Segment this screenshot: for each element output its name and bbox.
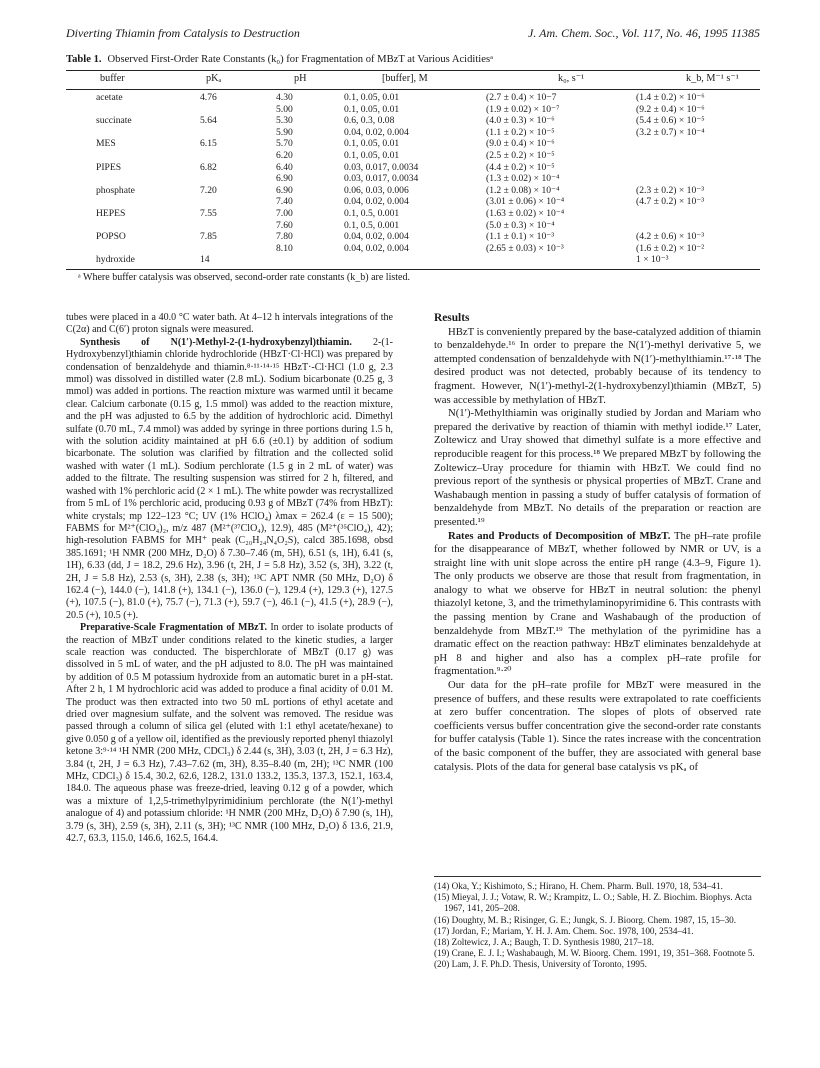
table-row [66, 150, 760, 162]
cell-buffer: MES [96, 138, 116, 150]
cell-buffer-conc: 0.04, 0.02, 0.004 [344, 196, 409, 208]
fragmentation-paragraph [66, 622, 393, 845]
cell-ph: 7.00 [276, 207, 293, 219]
table-header-row [66, 71, 760, 90]
rates-paragraph [434, 530, 761, 680]
table-caption-text: Observed First-Order Rate Constants (k₀) for Fragmentation of MBzT at Various Aciditiesᵃ [107, 54, 493, 65]
reference-entry: (15) Mieyal, J. J.; Votaw, R. W.; Krampitz, L. O.; Sable, H. Z. Biochim. Biophys. Acta 1967, 141, 205–208. [434, 892, 752, 914]
cell-ph: 5.70 [276, 138, 293, 150]
cell-ko: (2.5 ± 0.2) × 10⁻⁵ [486, 149, 555, 161]
cell-kb: (5.4 ± 0.6) × 10⁻⁵ [636, 115, 705, 127]
cell-buffer-conc: 0.1, 0.5, 0.001 [344, 219, 400, 231]
section-heading: Preparative-Scale Fragmentation of MBzT. [80, 622, 268, 634]
table-row [66, 115, 760, 127]
table-caption [66, 54, 760, 65]
cell-ph: 5.90 [276, 126, 293, 138]
rate-constant-table [66, 70, 760, 270]
cell-kb: 1 × 10⁻³ [636, 254, 669, 266]
cell-kb: (4.7 ± 0.2) × 10⁻³ [636, 196, 705, 208]
cell-buffer-conc: 0.1, 0.05, 0.01 [344, 103, 400, 115]
paragraph: Our data for the pH–rate profile for MBzT were measured in the presence of buffers, and these results were extrapolated to rate coefficients at zero buffer concentration. The slopes of plots of observed rate coefficients versus buffer concentration give the second-order rate constants for buffer catalysis (Table 1). Since the rates increase with the concentration of the basic component of the buffer, they are associated with general base catalysis. Plots of the data for general base catalysis vs pKₐ of [434, 679, 761, 773]
table-row [66, 208, 760, 220]
table-row [66, 231, 760, 243]
table-row [66, 127, 760, 139]
table-row [66, 138, 760, 150]
cell-buffer: phosphate [96, 184, 135, 196]
cell-ph: 6.90 [276, 184, 293, 196]
cell-ph: 4.30 [276, 92, 293, 103]
cell-kb: (9.2 ± 0.4) × 10⁻⁶ [636, 103, 705, 115]
cell-buffer: acetate [96, 92, 123, 103]
cell-buffer-conc: 0.04, 0.02, 0.004 [344, 231, 409, 243]
cell-kb: (4.2 ± 0.6) × 10⁻³ [636, 231, 705, 243]
header-buffer-conc: [buffer], M [382, 73, 428, 84]
cell-buffer-conc: 0.06, 0.03, 0.006 [344, 184, 409, 196]
section-heading: Rates and Products of Decomposition of MBzT. [448, 529, 671, 542]
cell-buffer-conc: 0.1, 0.05, 0.01 [344, 92, 400, 103]
cell-ph: 7.80 [276, 231, 293, 243]
right-column [434, 312, 761, 774]
journal-reference: J. Am. Chem. Soc., Vol. 117, No. 46, 1995 11385 [528, 26, 760, 40]
cell-ph: 7.40 [276, 196, 293, 208]
reference-entry: (20) Lam, J. F. Ph.D. Thesis, University of Toronto, 1995. [434, 959, 647, 970]
cell-buffer: succinate [96, 115, 132, 127]
reference-entry: (19) Crane, E. J. I.; Washabaugh, M. W. Bioorg. Chem. 1991, 19, 351–368. Footnote 5. [434, 948, 755, 959]
paragraph: HBzT is conveniently prepared by the base-catalyzed addition of thiamin to benzaldehyde.¹⁶ In order to prepare the N(1′)-methyl derivative 5, we attempted condensation of benzaldehyde with N(1′)-methylthiamin.¹⁷·¹⁸ The desired product was not detected, probably because of its tendency to fragment. However, N(1′)-methyl-2(1-hydroxybenzyl)thiamin (MBzT, 5) was accessible by methylation of HBzT. [434, 325, 761, 406]
header-ko: k₀, s⁻¹ [558, 73, 585, 84]
table-row [66, 104, 760, 116]
table-row [66, 185, 760, 197]
reference-entry: (18) Zoltewicz, J. A.; Baugh, T. D. Synthesis 1980, 217–18. [434, 937, 654, 948]
running-title: Diverting Thiamin from Catalysis to Destruction [66, 26, 300, 40]
cell-pka: 7.85 [200, 231, 217, 243]
cell-ph: 6.90 [276, 173, 293, 185]
reference-entry: (14) Oka, Y.; Kishimoto, S.; Hirano, H. Chem. Pharm. Bull. 1970, 18, 534–41. [434, 881, 723, 891]
paragraph: N(1′)-Methylthiamin was originally studied by Jordan and Mariam who prepared the derivative by reaction of thiamin with methyl iodide.¹⁷ Later, Zoltewicz and Uray showed that dimethyl sulfate is a more effective and reproducible reagent for this process.¹⁸ We prepared MBzT by following the Zoltewicz–Uray procedure for thiamin with HBzT. We could find no previous report of the synthesis or physical properties of MBzT. Crane and Washabaugh mention in passing a study of buffer catalysis of formation of benzaldehyde from MBzT. No details of the preparation or reaction are presented.¹⁹ [434, 407, 761, 528]
running-header [66, 26, 760, 44]
cell-kb: (1.4 ± 0.2) × 10⁻⁶ [636, 92, 705, 103]
reference-list [434, 876, 761, 971]
cell-buffer-conc: 0.03, 0.017, 0.0034 [344, 173, 419, 185]
cell-pka: 7.55 [200, 207, 217, 219]
section-heading: Synthesis of N(1′)-Methyl-2-(1-hydroxybenzyl)thiamin. [80, 336, 352, 348]
cell-buffer: hydroxide [96, 254, 135, 266]
table-body [66, 90, 760, 269]
cell-ko: (5.0 ± 0.3) × 10⁻⁴ [486, 219, 555, 231]
cell-buffer: PIPES [96, 161, 122, 173]
cell-ph: 8.10 [276, 242, 293, 254]
reference-entry: (16) Doughty, M. B.; Risinger, G. E.; Jungk, S. J. Bioorg. Chem. 1987, 15, 15–30. [434, 914, 737, 925]
cell-ko: (3.01 ± 0.06) × 10⁻⁴ [486, 196, 565, 208]
paragraph-body: 2-(1-Hydroxybenzyl)thiamin chloride hydrochloride (HBzT·Cl·HCl) was prepared by condensation of benzaldehyde and thiamin.⁸·¹¹·¹⁴·¹⁵ HBzT·-Cl·HCl (1.0 g, 2.3 mmol) was dissolved in distilled water (2.8 mL). Sodium bicarbonate (0.25 g, 3 mmol) was added in portions. The reaction mixture was warmed until it became clear. Calcium carbonate (0.15 g, 1.5 mmol) was added to the reaction mixture, and the pH was adjusted to 6.5 by the addition of hydrochloric acid. Dimethyl sulfate (0.70 mL, 7.4 mmol) was added by syringe in three portions during 1.5 h, with the solution acidity maintained at pH 6.6 (±0.1) by addition of sodium bicarbonate. The solution was clarified by filtration and the collected solid washed with water (1 mL). Sodium perchlorate (1.5 g in 2 mL of water) was added to the filtrate. The resulting suspension was stirred for 2 h, filtered, and washed with 1% perchloric acid (2 × 1 mL). The white powder was recrystallized from 5 mL of 1% perchloric acid, producing 0.93 g of MBzT (74% from HBzT): white crystals; mp 122–123 °C; UV (1% HClO₄) λmax = 262.4 (ε = 15 500); FABMS for M²⁺(ClO₄)₂, m/z 487 (M²⁺(³⁷ClO₄), 12.9), 485 (M²⁺(³⁵ClO₄), 42); high-resolution FABMS for MH⁺ peak (C₂₀H₂₄N₄O₂S), calcd 385.1698, obsd 385.1691; ¹H NMR (200 MHz, D₂O) δ 7.30–7.46 (m, 5H), 6.51 (s, 1H), 6.41 (s, 1H), 6.33 (dd, J = 18.2, 29.6 Hz), 3.96 (t, 2H, J = 5.8 Hz), 3.52 (s, 3H), 3.22 (t, 2H, J = 5.8 Hz), 2.53 (s, 3H), 2.38 (s, 3H); ¹³C APT NMR (50 MHz, D₂O) δ 162.4 (−), 144.0 (−), 141.8 (+), 134.1 (−), 136.0 (−), 129.4 (+), 129.3 (+), 127.5 (+), 107.5 (−), 81.0 (+), 75.7 (−), 71.3 (+), 59.7 (−), 46.1 (−), 41.5 (+), 28.9 (−), 20.5 (+), 10.5 (+). [66, 336, 393, 621]
table-row [66, 173, 760, 185]
cell-ko: (1.1 ± 0.2) × 10⁻⁵ [486, 126, 555, 138]
cell-kb: (1.6 ± 0.2) × 10⁻² [636, 242, 705, 254]
table-row [66, 196, 760, 208]
table-row [66, 92, 760, 104]
cell-buffer-conc: 0.1, 0.5, 0.001 [344, 207, 400, 219]
cell-buffer-conc: 0.04, 0.02, 0.004 [344, 242, 409, 254]
cell-buffer-conc: 0.1, 0.05, 0.01 [344, 138, 400, 150]
reference-entry: (17) Jordan, F.; Mariam, Y. H. J. Am. Chem. Soc. 1978, 100, 2534–41. [434, 925, 694, 936]
paragraph-body: The pH–rate profile for the disappearance of MBzT, whether followed by NMR or UV, is a straight line with unit slope across the entire pH range (4.3–9, Figure 1). The only products we observe are those that result from fragmentation, in analogy to what we observe for HBzT in neutral solution: the phenyl thiazolyl ketone, 3, and the trimethylaminopyrimidine 6. This contrasts with the passing mention by Crane and Washabaugh of the production of benzaldehyde from MBzT.¹⁹ The methylation of the pyrimidine has a dramatic effect on the reaction pathway: HBzT eliminates benzaldehyde at pH 8 and higher and also has a complex pH–rate profile for fragmentation.⁹·²⁰ [434, 529, 761, 678]
paragraph: tubes were placed in a 40.0 °C water bath. At 4–12 h intervals integrations of the C(2α) and C(6′) proton signals were measured. [66, 312, 393, 336]
cell-buffer-conc: 0.6, 0.3, 0.08 [344, 115, 395, 127]
cell-ko: (2.7 ± 0.4) × 10−7 [486, 92, 557, 103]
cell-buffer-conc: 0.03, 0.017, 0.0034 [344, 161, 419, 173]
table-row [66, 243, 760, 255]
table-footnote: ᵃ Where buffer catalysis was observed, second-order rate constants (k_b) are listed. [78, 272, 410, 283]
cell-pka: 14 [200, 254, 210, 266]
cell-buffer: HEPES [96, 207, 126, 219]
results-heading: Results [434, 312, 470, 324]
cell-pka: 7.20 [200, 184, 217, 196]
cell-buffer: POPSO [96, 231, 126, 243]
table-row [66, 254, 760, 266]
cell-pka: 4.76 [200, 92, 217, 103]
cell-ko: (1.2 ± 0.08) × 10⁻⁴ [486, 184, 560, 196]
paragraph-body: In order to isolate products of the reaction of MBzT under conditions related to the kinetic studies, a larger scale reaction was conducted. The bisperchlorate of MBzT (0.17 g) was dissolved in 5 mL of water, and the pH adjusted to 8.0. The pH was maintained by addition of 0.5 M potassium hydroxide from an automatic buret in a pH-stat. After 2 h, 1 M hydrochloric acid was added to produce a final acidity of 0.01 M. The product was then extracted into two 50 mL portions of ethyl acetate and dried over magnesium sulfate, and the solvent was removed. The residue was passed through a column of silica gel (eluted with 1:1 ethyl acetate/hexane) to give 0.050 g of a yellow oil, identified as the previously reported phenyl thiazolyl ketone 3:⁹·¹⁴ ¹H NMR (200 MHz, CDCl₃) δ 2.44 (s, 3H), 3.03 (t, 2H, J = 6.3 Hz), 3.84 (t, 2H, J = 6.3 Hz), 7.43–7.62 (m, 3H), 8.35–8.40 (m, 2H); ¹³C NMR (100 MHz, CDCl₃) δ 15.4, 30.2, 62.6, 128.2, 131.0 133.2, 135.3, 137.3, 152.1, 163.4, 184.0. The aqueous phase was freeze-dried, leaving 0.12 g of a powder, which was a mixture of 1,2,5-trimethylpyrimidinium perchlorate (the N(1′)-methyl analogue of 4) and potassium chloride: ¹H NMR (200 MHz, D₂O) δ 7.90 (s, 1H), 3.79 (s, 3H), 2.59 (s, 3H), 2.11 (s, 3H); ¹³C NMR (100 MHz, D₂O) δ 13.6, 21.9, 42.7, 63.3, 115.0, 146.6, 162.5, 164.4. [66, 622, 393, 845]
cell-pka: 6.82 [200, 161, 217, 173]
table-label: Table 1. [66, 54, 102, 65]
header-kb: k_b, M⁻¹ s⁻¹ [686, 73, 739, 84]
left-column [66, 312, 393, 845]
cell-pka: 6.15 [200, 138, 217, 150]
header-ph: pH [294, 73, 307, 84]
cell-pka: 5.64 [200, 115, 217, 127]
table-row [66, 220, 760, 232]
cell-ko: (1.3 ± 0.02) × 10⁻⁴ [486, 173, 560, 185]
cell-ko: (9.0 ± 0.4) × 10⁻⁶ [486, 138, 555, 150]
table-row [66, 162, 760, 174]
synthesis-paragraph [66, 337, 393, 622]
header-buffer: buffer [100, 73, 125, 84]
cell-kb: (3.2 ± 0.7) × 10⁻⁴ [636, 126, 705, 138]
cell-ph: 6.20 [276, 149, 293, 161]
cell-buffer-conc: 0.04, 0.02, 0.004 [344, 126, 409, 138]
cell-ko: (4.4 ± 0.2) × 10⁻⁵ [486, 161, 555, 173]
header-pka: pKₐ [206, 73, 222, 84]
cell-ko: (4.0 ± 0.3) × 10⁻⁶ [486, 115, 555, 127]
cell-ph: 7.60 [276, 219, 293, 231]
cell-ko: (1.9 ± 0.02) × 10⁻⁷ [486, 103, 560, 115]
cell-ko: (1.63 ± 0.02) × 10⁻⁴ [486, 207, 565, 219]
cell-ph: 5.30 [276, 115, 293, 127]
cell-buffer-conc: 0.1, 0.05, 0.01 [344, 149, 400, 161]
cell-kb: (2.3 ± 0.2) × 10⁻³ [636, 184, 705, 196]
cell-ph: 6.40 [276, 161, 293, 173]
cell-ko: (2.65 ± 0.03) × 10⁻³ [486, 242, 564, 254]
cell-ko: (1.1 ± 0.1) × 10⁻³ [486, 231, 555, 243]
cell-ph: 5.00 [276, 103, 293, 115]
